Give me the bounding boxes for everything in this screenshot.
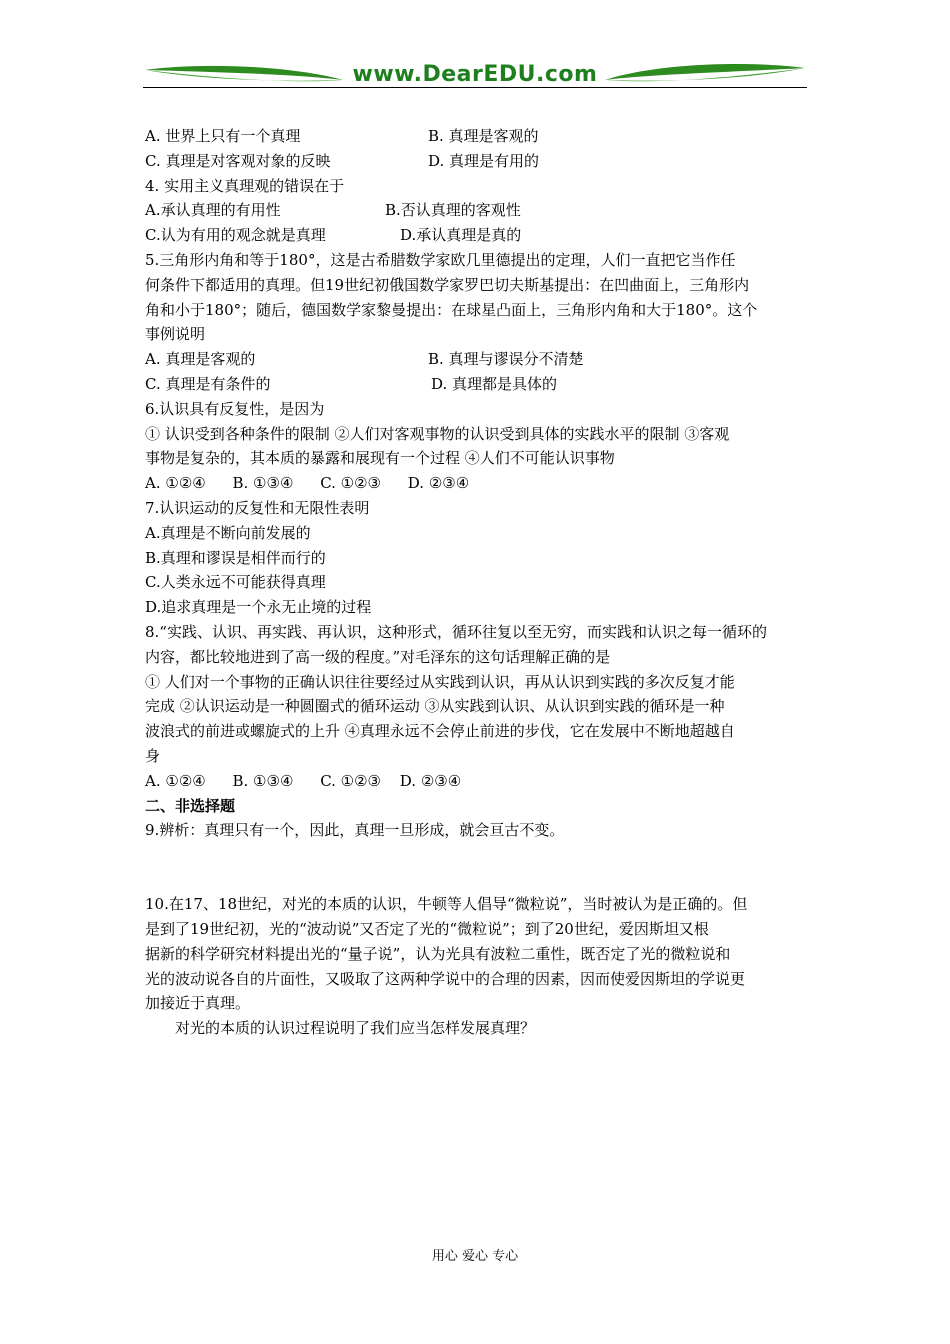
q5-options-row-1	[145, 347, 810, 372]
q5-stem-line: 5.三角形内角和等于180°，这是古希腊数学家欧几里德提出的定理，人们一直把它当作任	[145, 250, 736, 269]
q6-option-b: B. ①③④	[232, 474, 294, 493]
q6-stem: 6.认识具有反复性，是因为	[145, 399, 325, 418]
q10-line: 加接近于真理。	[145, 994, 251, 1013]
q3-options-row-2	[145, 149, 810, 174]
q4-option-b: B.否认真理的客观性	[385, 201, 521, 220]
q10-line: 光的波动说各自的片面性，又吸取了这两种学说中的合理的因素，因而使爱因斯坦的学说更	[145, 969, 746, 988]
q7-option-a: A.真理是不断向前发展的	[145, 523, 311, 542]
q6-options-row	[145, 471, 810, 496]
q3-options-row-1	[145, 124, 810, 149]
q8-stem-line: 8.“实践、认识、再实践、再认识，这种形式，循环往复以至无穷，而实践和认识之每一循环的	[145, 622, 767, 641]
page-footer: 用心 爱心 专心	[431, 1249, 519, 1264]
q6-statement-line: 事物是复杂的，其本质的暴露和展现有一个过程 ④人们不可能认识事物	[145, 449, 615, 468]
q4-option-c: C.认为有用的观念就是真理	[145, 226, 326, 245]
q4-option-a: A.承认真理的有用性	[145, 201, 281, 220]
q7-option-d: D.追求真理是一个永无止境的过程	[145, 598, 372, 617]
answer-space	[145, 843, 810, 892]
q8-statement-line: 波浪式的前进或螺旋式的上升 ④真理永远不会停止前进的步伐，它在发展中不断地超越自	[145, 722, 735, 741]
section-title: 二、非选择题	[145, 796, 236, 815]
q10-line: 据新的科学研究材料提出光的“量子说”，认为光具有波粒二重性，既否定了光的微粒说和	[145, 944, 731, 963]
q5-options-row-2	[145, 372, 810, 397]
q7-option-c: C.人类永远不可能获得真理	[145, 573, 326, 592]
q7-option-b: B.真理和谬误是相伴而行的	[145, 548, 326, 567]
q5-stem-line: 何条件下都适用的真理。但19世纪初俄国数学家罗巴切夫斯基提出：在凹曲面上，三角形内	[145, 275, 750, 294]
q6-option-c: C. ①②③	[320, 474, 382, 493]
q8-option-d: D. ②③④	[399, 771, 462, 790]
q3-option-d: D. 真理是有用的	[428, 151, 540, 170]
q8-options-row	[145, 769, 810, 794]
q8-option-b: B. ①③④	[232, 771, 294, 790]
q8-statement-line: 身	[145, 746, 161, 765]
q5-stem-line: 角和小于180°；随后，德国数学家黎曼提出：在球星凸面上，三角形内角和大于180°。这个	[145, 300, 758, 319]
q5-option-c: C. 真理是有条件的	[145, 374, 271, 393]
q7-stem: 7.认识运动的反复性和无限性表明	[145, 498, 370, 517]
q4-stem: 4. 实用主义真理观的错误在于	[145, 176, 345, 195]
q8-stem-line: 内容，都比较地进到了高一级的程度。”对毛泽东的这句话理解正确的是	[145, 647, 611, 666]
q5-option-d: D. 真理都是具体的	[431, 374, 558, 393]
q3-option-b: B. 真理是客观的	[428, 127, 539, 145]
q8-statement-line: 完成 ②认识运动是一种圆圈式的循环运动 ③从实践到认识、从认识到实践的循环是一种	[145, 697, 725, 716]
q10-question: 对光的本质的认识过程说明了我们应当怎样发展真理？	[175, 1019, 536, 1038]
q10-line: 是到了19世纪初，光的“波动说”又否定了光的“微粒说”；到了20世纪，爱因斯坦又根	[145, 919, 709, 938]
q4-options-row-1	[145, 198, 810, 223]
q5-stem-line: 事例说明	[145, 325, 206, 344]
q6-option-d: D. ②③④	[407, 474, 470, 493]
site-logo-text: www.DearEDU.com	[352, 62, 598, 87]
q10-line: 10.在17、18世纪，对光的本质的认识，牛顿等人倡导“微粒说”，当时被认为是正确的。但	[145, 895, 748, 914]
q5-option-b: B. 真理与谬误分不清楚	[428, 350, 584, 369]
q6-statement-line: ① 认识受到各种条件的限制 ②人们对客观事物的认识受到具体的实践水平的限制 ③客观	[145, 424, 730, 443]
q3-option-a: A. 世界上只有一个真理	[145, 127, 301, 145]
q4-options-row-2	[145, 223, 810, 248]
header-rule	[143, 87, 807, 88]
q8-statement-line: ① 人们对一个事物的正确认识往往要经过从实践到认识，再从认识到实践的多次反复才能	[145, 672, 735, 691]
q4-option-d: D.承认真理是真的	[400, 226, 522, 245]
q8-option-c: C. ①②③	[320, 771, 382, 790]
page-header	[143, 58, 807, 90]
document-body	[145, 124, 810, 1041]
q6-option-a: A. ①②④	[145, 474, 206, 493]
q9-text: 9.辨析：真理只有一个，因此，真理一旦形成，就会亘古不变。	[145, 821, 565, 840]
q5-option-a: A. 真理是客观的	[145, 350, 256, 369]
q8-option-a: A. ①②④	[145, 771, 206, 790]
q3-option-c: C. 真理是对客观对象的反映	[145, 151, 331, 170]
